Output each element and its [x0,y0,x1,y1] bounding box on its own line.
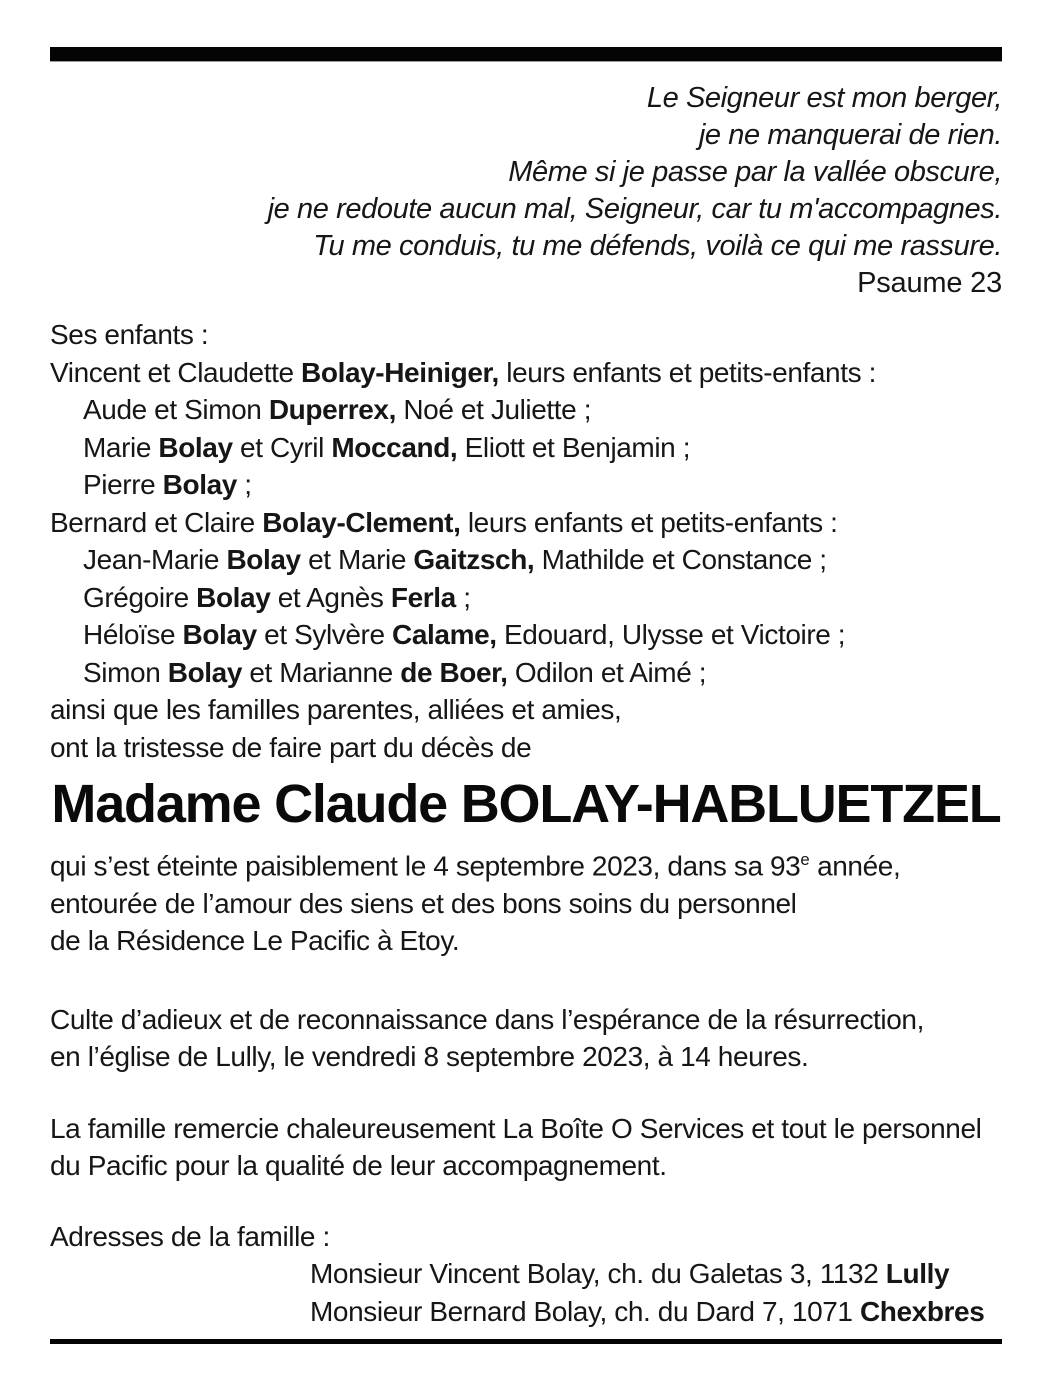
text-line [50,541,1002,579]
psalm-lines [50,80,1002,265]
text-segment: Monsieur Bernard Bolay, ch. du Dard 7, 1071 [310,1295,860,1327]
text-line [50,1001,1002,1039]
text-segment: du Pacific pour la qualité de leur accompagnement. [50,1150,667,1182]
text-segment: leurs enfants et petits-enfants : [460,506,838,538]
top-rule [50,47,1002,62]
text-segment: Jean-Marie [83,544,227,575]
text-line [310,1255,1002,1293]
text-segment: et Sylvère [256,619,393,650]
text-line [50,1038,1002,1076]
text-line [50,616,1002,654]
text-line [50,729,1002,767]
text-line [310,1293,1002,1331]
text-line [50,117,1002,154]
text-segment: je ne manquerai de rien. [698,119,1002,151]
text-line [50,1110,1002,1148]
bold-name-segment: Gaitzsch, [413,544,535,575]
text-segment: Monsieur Vincent Bolay, ch. du Galetas 3, 1132 [310,1258,886,1290]
text-segment: qui s’est éteinte paisiblement le 4 septembre 2023, dans sa 93 [50,850,801,882]
bold-name-segment: Bolay [196,581,271,613]
address-lines [50,1255,1002,1330]
text-segment: Noé et Juliette ; [395,394,592,425]
bold-name-segment: Bolay-Heiniger, [301,356,499,388]
addresses-section [50,1218,1002,1331]
text-line [50,80,1002,117]
text-segment: Aude et Simon [83,394,269,425]
death-paragraph [50,841,1002,960]
text-segment: et Marianne [242,656,401,688]
text-segment: Pierre [83,469,163,500]
bold-name-segment: Chexbres [859,1295,985,1327]
text-segment: Grégoire [83,581,197,613]
bold-name-segment: Ferla [390,581,456,613]
text-segment: Tu me conduis, tu me défends, voilà ce qui me rassure. [313,230,1002,262]
text-segment: et Agnès [270,581,391,613]
bold-name-segment: Lully [885,1258,950,1290]
text-segment: Héloïse [83,619,183,650]
text-line [50,354,1002,392]
text-segment: Culte d’adieux et de reconnaissance dans l’espérance de la résurrection, [50,1003,924,1035]
text-line [50,391,1002,429]
bold-name-segment: Bolay-Clement, [262,506,461,538]
text-segment: Eliott et Benjamin ; [457,431,691,463]
text-line [50,228,1002,265]
bottom-rule [50,1339,1002,1344]
thanks-paragraph [50,1110,1002,1185]
deceased-name-title: Madame Claude BOLAY-HABLUETZEL [51,774,1001,834]
bold-name-segment: Calame, [392,619,497,650]
bold-name-segment: Duperrex, [268,394,396,425]
family-lines [50,354,1002,767]
text-line [50,154,1002,191]
bold-name-segment: Moccand, [331,431,458,463]
text-line [50,922,1002,960]
text-segment: je ne redoute aucun mal, Seigneur, car tu m'accompagnes. [267,193,1002,225]
text-line [50,579,1002,617]
text-segment: Même si je passe par la vallée obscure, [508,156,1002,188]
text-line [50,885,1002,923]
text-segment: Vincent et Claudette [50,356,302,388]
text-segment: ainsi que les familles parentes, alliées et amies, [50,694,622,725]
document-content [50,47,1002,1344]
text-segment: ; [236,469,252,500]
bold-name-segment: Bolay [182,619,257,650]
text-line [50,654,1002,692]
text-line [50,466,1002,504]
family-list [50,316,1002,766]
psalm-attribution: Psaume 23 [857,267,1002,299]
text-segment: Bernard et Claire [50,506,263,538]
text-segment: année, [809,850,901,882]
text-line [50,841,1002,885]
bold-name-segment: Bolay [162,469,237,500]
text-line [50,191,1002,228]
text-segment: et Marie [300,544,414,575]
text-segment: en l’église de Lully, le vendredi 8 septembre 2023, à 14 heures. [50,1041,809,1073]
text-line [50,691,1002,729]
text-segment: La famille remercie chaleureusement La Boîte O Services et tout le personnel [50,1112,982,1144]
text-line [50,429,1002,467]
bold-name-segment: Bolay [158,431,233,463]
text-segment: Le Seigneur est mon berger, [646,82,1002,114]
text-segment: e [800,850,810,869]
bold-name-segment: Bolay [167,656,242,688]
text-segment: Edouard, Ulysse et Victoire ; [496,619,846,650]
text-segment: Odilon et Aimé ; [507,656,707,688]
text-segment: et Cyril [232,431,332,463]
bold-name-segment: de Boer, [400,656,508,688]
addresses-label: Adresses de la famille : [50,1220,330,1252]
text-line [50,504,1002,542]
text-segment: Marie [83,431,159,463]
ceremony-paragraph [50,1001,1002,1076]
bold-name-segment: Bolay [226,544,301,575]
text-segment: leurs enfants et petits-enfants : [498,356,876,388]
text-segment: entourée de l’amour des siens et des bons soins du personnel [50,887,797,919]
text-segment: de la Résidence Le Pacific à Etoy. [50,925,460,957]
psalm-quote [50,80,1002,302]
text-segment: ont la tristesse de faire part du décès de [50,731,532,763]
family-intro: Ses enfants : [50,319,209,350]
text-segment: Simon [83,656,168,688]
text-segment: ; [455,581,471,613]
text-segment: Mathilde et Constance ; [534,544,827,575]
text-line [50,1147,1002,1185]
